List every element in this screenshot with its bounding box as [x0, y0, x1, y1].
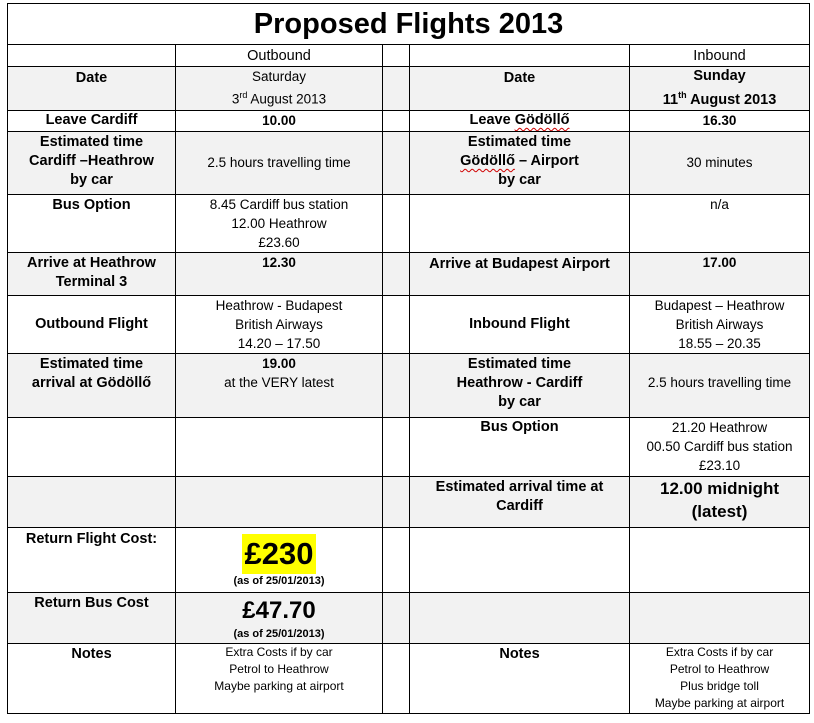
empty-cell [176, 417, 383, 476]
row-arrive [8, 252, 810, 295]
value-bus-option-out: 8.45 Cardiff bus station 12.00 Heathrow £23.60 [176, 194, 383, 252]
row-flight-cost [8, 527, 810, 592]
header-spacer [383, 45, 410, 67]
value-date-in [630, 67, 810, 111]
row-estimated-arrival [8, 353, 810, 417]
empty-cell [8, 476, 176, 527]
spacer-cell [383, 643, 410, 713]
value-flight-cost [176, 527, 383, 592]
spacer-cell [383, 252, 410, 295]
value-notes-out: Extra Costs if by car Petrol to Heathrow Maybe parking at airport [176, 643, 383, 713]
value-est-time-out: 2.5 hours travelling time [176, 131, 383, 194]
value-leave-in: 16.30 [630, 110, 810, 131]
value-arrive-out: 12.30 [176, 252, 383, 295]
label-arrival-in: Estimated time Heathrow - Cardiff by car [410, 353, 630, 417]
value-flight-out: Heathrow - Budapest British Airways 14.20 – 17.50 [176, 295, 383, 353]
empty-cell [410, 592, 630, 643]
spacer-cell [383, 110, 410, 131]
row-flight [8, 295, 810, 353]
date-out-date: 3rd August 2013 [231, 90, 327, 107]
row-arrival-cardiff [8, 476, 810, 527]
label-notes-in: Notes [410, 643, 630, 713]
value-bus-option-in-lines: 21.20 Heathrow 00.50 Cardiff bus station £23.10 [630, 417, 810, 476]
spacer-cell [383, 527, 410, 592]
bus-cost-note: (as of 25/01/2013) [233, 627, 325, 640]
value-arrival-in: 2.5 hours travelling time [630, 353, 810, 417]
empty-cell [630, 592, 810, 643]
spacer-cell [383, 67, 410, 111]
value-notes-in: Extra Costs if by car Petrol to Heathrow Plus bridge toll Maybe parking at airport [630, 643, 810, 713]
label-est-time-out: Estimated time Cardiff –Heathrow by car [8, 131, 176, 194]
value-date-out [176, 67, 383, 111]
flight-cost-highlight: £230 [242, 534, 317, 574]
empty-cell [176, 476, 383, 527]
header-inbound: Inbound [630, 45, 810, 67]
value-bus-cost: £47.70 (as of 25/01/2013) [176, 592, 383, 643]
label-date-out: Date [8, 67, 176, 111]
value-est-time-in: 30 minutes [630, 131, 810, 194]
row-notes [8, 643, 810, 713]
row-bus-cost [8, 592, 810, 643]
row-date [8, 67, 810, 111]
value-leave-out: 10.00 [176, 110, 383, 131]
row-estimated-time [8, 131, 810, 194]
label-leave-out: Leave Cardiff [8, 110, 176, 131]
label-leave-in: Leave Gödöllő [410, 110, 630, 131]
spacer-cell [383, 353, 410, 417]
value-arrive-in: 17.00 [630, 252, 810, 295]
page-title: Proposed Flights 2013 [8, 4, 810, 45]
label-arrival-out: Estimated time arrival at Gödöllő [8, 353, 176, 417]
proposed-flights-table [7, 3, 810, 714]
date-in-day: Sunday [693, 68, 746, 84]
value-flight-in: Budapest – Heathrow British Airways 18.55 – 20.35 [630, 295, 810, 353]
label-arrive-out: Arrive at Heathrow Terminal 3 [8, 252, 176, 295]
label-bus-option-in: Bus Option [410, 417, 630, 476]
empty-cell [8, 417, 176, 476]
row-bus-option [8, 194, 810, 252]
row-leave [8, 110, 810, 131]
spacer-cell [383, 295, 410, 353]
label-date-in: Date [410, 67, 630, 111]
label-arrive-in: Arrive at Budapest Airport [410, 252, 630, 295]
label-bus-option-out: Bus Option [8, 194, 176, 252]
empty-cell [630, 527, 810, 592]
spacer-cell [383, 194, 410, 252]
header-empty-left [8, 45, 176, 67]
header-outbound: Outbound [176, 45, 383, 67]
value-arrival-out: 19.00 at the VERY latest [176, 353, 383, 417]
label-flight-out: Outbound Flight [8, 295, 176, 353]
label-notes-out: Notes [8, 643, 176, 713]
label-flight-cost: Return Flight Cost: [8, 527, 176, 592]
header-empty-right [410, 45, 630, 67]
label-arrival-cardiff: Estimated arrival time at Cardiff [410, 476, 630, 527]
date-out-day: Saturday [251, 69, 307, 84]
value-arrival-cardiff: 12.00 midnight (latest) [630, 476, 810, 527]
value-bus-option-in: n/a [630, 194, 810, 252]
spacer-cell [383, 417, 410, 476]
label-bus-cost: Return Bus Cost [8, 592, 176, 643]
empty-cell [410, 527, 630, 592]
flight-cost-note: (as of 25/01/2013) [233, 574, 325, 587]
spacer-cell [383, 476, 410, 527]
label-est-time-in: Estimated time Gödöllő – Airport by car [410, 131, 630, 194]
label-flight-in: Inbound Flight [410, 295, 630, 353]
spacer-cell [383, 592, 410, 643]
row-bus-option-inbound [8, 417, 810, 476]
spacer-cell [383, 131, 410, 194]
date-in-date: 11th August 2013 [662, 90, 777, 108]
empty-cell [410, 194, 630, 252]
